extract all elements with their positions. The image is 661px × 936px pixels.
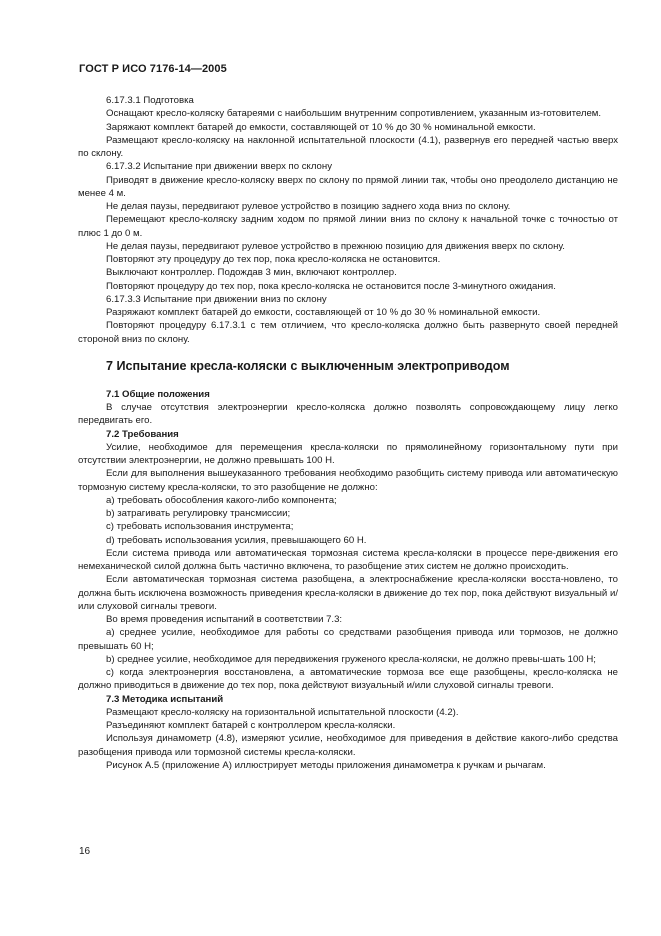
paragraph: Если автоматическая тормозная система разобщена, а электроснабжение кресла-коляски восста-новлено, то должна быть исключена возможность приведения кресла-коляски в движение до тех пор, пока действуют визуальный и/или слуховой сигналы тревоги.: [78, 574, 618, 612]
paragraph: Размещают кресло-коляску на горизонтальной испытательной плоскости (4.2).: [106, 706, 459, 718]
subsection-heading: 6.17.3.1 Подготовка: [106, 95, 194, 106]
document-body: [78, 94, 618, 772]
paragraph: Усилие, необходимое для перемещения кресла-коляски по прямолинейному горизонтальному пути при отсутствии электроэнергии, не должно превышать 100 Н.: [78, 441, 618, 466]
paragraph: Выключают контроллер. Подождав 3 мин, включают контроллер.: [106, 267, 397, 279]
document-header: ГОСТ Р ИСО 7176-14—2005: [79, 63, 227, 75]
paragraph: В случае отсутствия электроэнергии кресло-коляска должно позволять сопровождающему лицу легко передвигать его.: [78, 402, 618, 427]
paragraph: Если система привода или автоматическая тормозная система кресла-коляски в процессе пере-движения его немеханической силой должна быть частично включена, то разобщение этих систем не должно происходить.: [78, 547, 618, 572]
paragraph: b) среднее усилие, необходимое для передвижения груженого кресла-коляски, не должно превы-шать 100 Н;: [106, 653, 596, 665]
paragraph: а) среднее усилие, необходимое для работы со средствами разобщения привода или тормозов, не должно превышать 60 Н;: [78, 627, 618, 652]
paragraph: Заряжают комплект батарей до емкости, составляющей от 10 % до 30 % номинальной емкости.: [106, 121, 536, 133]
paragraph: Разряжают комплект батарей до емкости, составляющей от 10 % до 30 % номинальной емкости.: [106, 307, 541, 318]
page-number: 16: [79, 846, 91, 857]
paragraph: Оснащают кресло-коляску батареями с наибольшим внутренним сопротивлением, указанным из-готовителем.: [106, 108, 602, 120]
section-heading: 7 Испытание кресла-коляски с выключенным электроприводом: [106, 358, 510, 373]
paragraph: Размещают кресло-коляску на наклонной испытательной плоскости (4.1), развернув его передней частью вверх по склону.: [78, 134, 618, 159]
subsection-heading: 6.17.3.3 Испытание при движении вниз по склону: [106, 293, 327, 305]
subsection-heading: 7.2 Требования: [106, 428, 179, 440]
paragraph: Не делая паузы, передвигают рулевое устройство в прежнюю позицию для движения вверх по склону.: [106, 240, 565, 252]
list-item: d) требовать использования усилия, превышающего 60 Н.: [106, 534, 367, 546]
list-item: с) требовать использования инструмента;: [106, 521, 294, 533]
paragraph: Повторяют процедуру 6.17.3.1 с тем отличием, что кресло-коляска должно быть развернуто своей передней стороной вниз по склону.: [78, 320, 618, 345]
paragraph: Рисунок А.5 (приложение А) иллюстрирует методы приложения динамометра к ручкам и рычагам.: [106, 759, 546, 771]
list-item: b) затрагивать регулировку трансмиссии;: [106, 508, 291, 519]
subsection-heading: 7.1 Общие положения: [106, 388, 210, 400]
paragraph: Разъединяют комплект батарей с контроллером кресла-коляски.: [106, 720, 396, 731]
list-item: а) требовать обособления какого-либо компонента;: [106, 494, 337, 506]
subsection-heading: 7.3 Методика испытаний: [106, 693, 224, 705]
paragraph: с) когда электроэнергия восстановлена, а автоматические тормоза все еще разобщены, кресло-коляска не должно приводиться в движение до тех пор, пока действуют визуальный и/или слуховой сигналы тревоги.: [78, 667, 618, 692]
paragraph: Если для выполнения вышеуказанного требования необходимо разобщить систему привода или автоматическую тормозную систему кресла-коляски, то это разобщение не должно:: [78, 468, 618, 493]
paragraph: Повторяют процедуру до тех пор, пока кресло-коляска не остановится после 3-минутного ожидания.: [106, 280, 556, 292]
paragraph: Перемещают кресло-коляску задним ходом по прямой линии вниз по склону к начальной точке с точностью от плюс 1 до 0 м.: [78, 214, 618, 239]
paragraph: Используя динамометр (4.8), измеряют усилие, необходимое для приведения в действие какого-либо средства разобщения привода или тормозной системы кресла-коляски.: [78, 733, 618, 758]
paragraph: Приводят в движение кресло-коляску вверх по склону по прямой линии так, чтобы оно преодолело дистанцию не менее 4 м.: [78, 174, 618, 199]
paragraph: Во время проведения испытаний в соответствии 7.3:: [106, 614, 343, 625]
paragraph: Повторяют эту процедуру до тех пор, пока кресло-коляска не остановится.: [106, 254, 441, 265]
subsection-heading: 6.17.3.2 Испытание при движении вверх по склону: [106, 161, 332, 173]
paragraph: Не делая паузы, передвигают рулевое устройство в позицию заднего хода вниз по склону.: [106, 201, 511, 212]
